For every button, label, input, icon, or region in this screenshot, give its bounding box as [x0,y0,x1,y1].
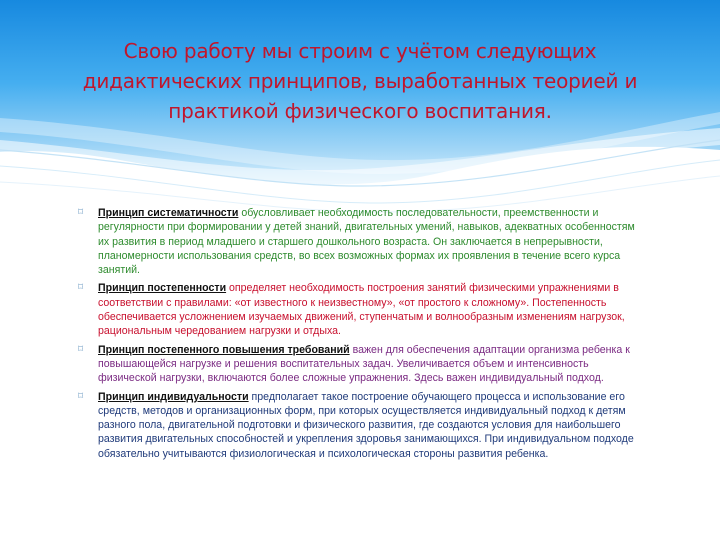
bullet-icon: ⌑ [78,343,84,355]
principle-description: важен для обеспечения адаптации организма ребенка к повышающейся нагрузке и решения воспитательных задач. Увеличивается объем и интенсивность физической нагрузки, включаются более сложные упражнения. Здесь важен индивидуальный подход. [98,343,630,385]
list-item [78,343,648,386]
principle-term: Принцип постепенности [98,282,227,295]
principle-term: Принцип постепенного повышения требований [98,343,350,356]
principle-description: обусловливает необходимость последовательности, преемственности и регулярности при формировании у детей знаний, двигательных умений, навыков, адекватных особенностям их развития в период младшего и старшего дошкольного возраста. Он заключается в непрерывности, планомерности использования средств, во всех возможных формах их проявления в течение всего курса занятий. [98,207,635,277]
principle-description: предполагает такое построение обучающего процесса и использование его средств, методов и организационных форм, при которых осуществляется индивидуальный подход к детям разного пола, двигательной подготовки и физического развития, где создаются условия для наибольшего развития двигательных способностей и укрепления здоровья занимающихся. При индивидуальном подходе обязательно учитываются физиологическая и психологическая стороны развития ребенка. [98,390,634,460]
bullet-icon: ⌑ [78,207,84,218]
bullet-icon: ⌑ [78,390,84,402]
principle-term: Принцип систематичности [98,207,239,219]
principle-description: определяет необходимость построения занятий физическими упражнениями в соответствии с правилами: «от известного к неизвестному», «от простого к сложному». Постепенность обеспечивается усложнением изучаемых движений, ступенчатым и волнообразным изменениям нагрузок, рациональным чередованием нагрузки и отдыха. [98,282,625,338]
principle-term: Принцип индивидуальности [98,390,249,403]
list-item [78,206,648,277]
principles-list [78,206,648,465]
list-item [78,390,648,461]
slide-title: Свою работу мы строим с учётом следующих дидактических принципов, выработанных теорией и практикой физического воспитания. [82,39,638,123]
list-item [78,281,648,338]
bullet-icon: ⌑ [78,282,84,294]
